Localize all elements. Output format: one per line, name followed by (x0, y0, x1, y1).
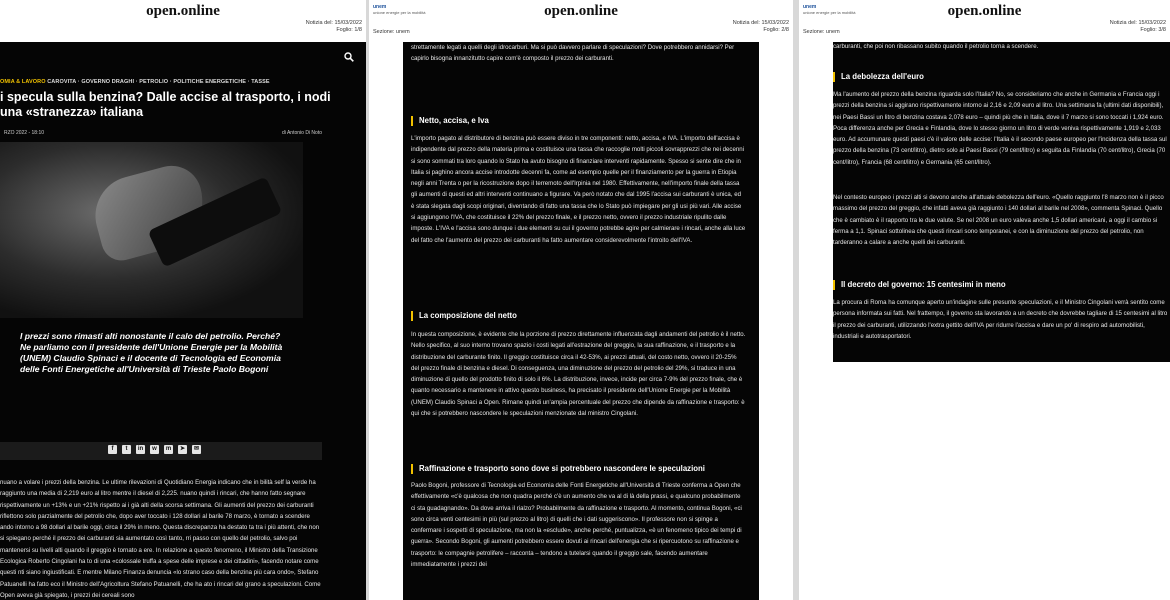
share-bar (0, 442, 322, 460)
article-author[interactable]: di Antonio Di Noto (281, 130, 322, 136)
paragraph-decreto: La procura di Roma ha comunque aperto un'indagine sulle presunte speculazioni, e il Ministro Cingolani verrà sentito come persona informata sui fatti. Nel frattempo, il governo sta lavorando a un decreto che dovrebbe tagliare di 15 centesimi al litro il prezzo dei carburanti, utilizzando l'extra gettito dell'IVA per ridurre l'accisa e dare un po' di respiro ad automobilisti, industriali e autotrasportatori. (833, 299, 1168, 340)
page-meta (306, 20, 362, 34)
page-header (799, 0, 1170, 40)
linkedin-icon[interactable]: in (137, 446, 144, 452)
category-tags-rest[interactable]: CAROVITA · GOVERNO DRAGHI · PETROLIO · POLITICHE ENERGETICHE · TASSE (45, 79, 270, 85)
paragraph-netto-accisa: L'importo pagato al distributore di benzina può essere diviso in tre componenti: netto, accisa, e IVA. L'importo dell'accisa è indipendente dal prezzo della materia prima e costituisce una tassa che raccoglie molti piccoli sovrapprezzi che nei decenni si sono sommati tra loro quando lo Stato ha avuto bisogno di finanziare interventi rapidamente. Spesso si sente dire che in Italia si paghino ancora accise introdotte decenni fa, come ad esempio quelle per il finanziamento per la guerra in Etiopia negli anni Trenta o per la ricostruzione dopo il terremoto dell'Irpinia nel 1980. Effettivamente, nell'importo finale della tassa gli aumenti di questi ed altri interventi continuano a figurare. Va però notato che dal 1995 l'accisa sui carburanti è unica, ed è stata slegata dagli scopi originari, diventando di fatto una tassa che lo Stato può impiegare per gli usi più vari. Alle accise si aggiungono l'IVA, che costituisce il 22% del prezzo finale, e il prezzo netto, ovvero il prezzo industriale ripulito dalle imposte. L'IVA e l'accisa sono dunque i due elementi su cui il governo potrebbe agire per calmierare i rincari, anche alla luce del fatto che l'aumento del prezzo dei carburanti ha fatto aumentare considerevolmente l'introito dell'IVA. (411, 135, 746, 244)
date-meta: Notizia del: 15/03/2022 (1109, 20, 1166, 26)
paragraph-composizione-netto: In questa composizione, è evidente che la porzione di prezzo direttamente influenzata dagli andamenti del petrolio è il netto. Nello specifico, al suo interno trovano spazio i costi legati all'estrazione del greggio, la sua raffinazione, e il trasporto e la distribuzione del carburante finito. Il greggio costituisce circa il 42-53%, ai prezzi attuali, del costo netto, ovvero il 20-25% del prezzo finale di benzina e diesel. Di conseguenza, una diminuzione del prezzo del petrolio del 29%, si traduce in una diminuzione di quello del prodotto finito di solo il 6%. La distribuzione, invece, incide per circa 7-9% del prezzo finale, che è quanto necessario a mantenere in attivo questo business, ha precisato il presidente dell'Unione Energie per la Mobilità (UNEM) Claudio Spinaci a Open. Rimane quindi un'ampia percentuale del prezzo che dipende da raffinazione e trasporto: è qui che si potrebbero nascondere le speculazioni menzionate dal ministro Cingolani. (411, 331, 746, 418)
category-main[interactable]: OMIA & LAVORO (0, 79, 46, 85)
masthead: open.online (544, 3, 618, 19)
page-2 (369, 0, 793, 600)
category-tags (0, 79, 270, 85)
folio: Foglio: 3/8 (1140, 27, 1166, 33)
page-meta (1110, 20, 1166, 34)
article-body-p1: nuano a volare i prezzi della benzina. Le ultime rilevazioni di Quotidiano Energia indicano che in bilità self la verde ha raggiunto una media di 2,219 euro al litro mentre il diesel di 2,225. nuano quindi i rincari, che hanno fatto segnare rispettivamente un +13% e un +21% rispetto ai i già alti della scorsa settimana. Gli aumenti del prezzo dei carburanti riflettono solo parzialmente del petrolio che, dopo aver toccato i 128 dollari al barile 78 marzo, è tornato a scendere ando intorno a 98 dollari al barile oggi, circa il 29% in meno. Questa discrepanza ha destato ta tra i più attenti, che non si spiegano perché il prezzo dei carburanti sia aumentato così tanto, rri passo con quello del petrolio, salvo poi mantenersi su livelli alti quando il greggio è tornato a ere. In relazione a questo fenomeno, il Ministro della Transizione Ecologica Roberto Cingolani ha to di una «colossale truffa a spese delle imprese e dei cittadini», facendo notare come questi nti siano ingiustificati. E mentre Milano Finanza denuncia «lo strano caso della benzina più cara ondo», Stefano Patuanelli ha fatto eco il Ministro dell'Agricoltura Stefano Patuanelli, che ha ato i rincari del grano a speculazioni. Come Open aveva già spiegato, i prezzi dei cereali sono (0, 479, 321, 599)
folio: Foglio: 2/8 (763, 27, 789, 33)
heading-debolezza-euro: La debolezza dell'euro (833, 72, 1170, 82)
date-meta: Notizia del: 15/03/2022 (305, 20, 362, 26)
paragraph-intro: carburanti, che poi non ribassano subito quando il petrolio torna a scendere. (833, 43, 1039, 50)
logo-subtitle: unione energie per la mobilità (373, 10, 426, 15)
article-title: i specula sulla benzina? Dalle accise al trasporto, i nodi una «stranezza» italiana (0, 90, 331, 119)
email-icon[interactable]: ✉ (193, 446, 200, 452)
masthead: open.online (146, 3, 220, 19)
heading-raffinazione: Raffinazione e trasporto sono dove si potrebbero nascondere le speculazioni (411, 464, 754, 474)
page-1 (0, 0, 366, 600)
heading-decreto: Il decreto del governo: 15 centesimi in meno (833, 280, 1170, 290)
masthead: open.online (947, 3, 1022, 19)
page-header (369, 0, 793, 40)
paragraph-contesto-europeo: Nel contesto europeo i prezzi alti si devono anche all'attuale debolezza dell'euro. «Quello raggiunto l'8 marzo non è il picco massimo del prezzo del greggio, che infatti aveva già raggiunto i 140 dollari al barile nel 2008», commenta Spinaci. Quello che è cambiato è il rapporto tra le due valute. Se nel 2008 un euro valeva anche 1,5 dollari americani, a oggi il cambio si ferma a 1,1. Spinaci sottolinea che questi rincari sono temporanei, e con la diminuzione del prezzo del petrolio, non tarderanno a calare a anche quelli dei carburanti. (833, 194, 1164, 247)
article-panel (833, 42, 1170, 362)
article-photo (0, 142, 303, 318)
whatsapp-icon[interactable]: w (150, 445, 159, 454)
page-header (0, 0, 366, 40)
article-panel (0, 42, 366, 600)
paragraph-intro: strettamente legati a quelli degli idrocarburi. Ma si può davvero parlare di speculazioni? Dove potrebbero annidarsi? Per capirlo bisogna innanzitutto capire com'è composto il prezzo dei carburanti. (411, 44, 735, 63)
date-meta: Notizia del: 15/03/2022 (732, 20, 789, 26)
logo-subtitle: unione energie per la mobilità (803, 10, 856, 15)
paragraph-debolezza-euro: Ma l'aumento del prezzo della benzina riguarda solo l'Italia? No, se consideriamo che anche in Germania e Francia oggi i prezzi della benzina si aggirano rispettivamente intorno ai 2,16 e 2,09 euro al litro. Una settimana fa (ultimi dati disponibili), nei Paesi Bassi un litro di benzina costava 2,078 euro – quindi più che in Italia, dove il 7 marzo si sono toccati i 1,924 euro. Poca differenza anche per Grecia e Finlandia, dove lo stesso giorno un litro di verde veniva rispettivamente 1,919 e 2,033 euro. Ad accumunare questi paesi c'è il valore delle accise: l'Italia è il secondo paese europeo per l'incidenza della tassa sul prezzo della benzina (73 cent/litro), dietro solo ai Paesi Bassi (79 cent/litro) e seguita da Finlandia (70 cent/litro), Grecia (70 cent/litro), Francia (68 cent/litro) e Germania (65 cent/litro). (833, 91, 1167, 166)
twitter-icon[interactable]: t (122, 445, 131, 454)
section-label: Sezione: unem (803, 29, 840, 35)
heading-composizione-netto: La composizione del netto (411, 311, 754, 321)
page-3 (799, 0, 1170, 600)
logo-text: unem (373, 4, 387, 10)
messenger-icon[interactable]: m (165, 446, 172, 452)
telegram-icon[interactable]: ➤ (179, 446, 186, 452)
section-label: Sezione: unem (373, 29, 410, 35)
logo-text: unem (803, 4, 817, 10)
folio: Foglio: 1/8 (336, 27, 362, 33)
heading-netto-accisa: Netto, accisa, e Iva (411, 116, 754, 126)
facebook-icon[interactable]: f (108, 445, 117, 454)
page-meta (733, 20, 789, 34)
search-icon[interactable] (344, 52, 354, 62)
article-lead: I prezzi sono rimasti alti nonostante il calo del petrolio. Perché? Ne parliamo con il presidente dell'Unione Energie per la Mobilità (UNEM) Claudio Spinaci e il docente di Tecnologia ed Economia delle Fonti Energetiche all'Università di Trieste Paolo Bogoni (20, 331, 283, 374)
paragraph-raffinazione: Paolo Bogoni, professore di Tecnologia ed Economia delle Fonti Energetiche all'Università di Trieste conferma a Open che effettivamente «c'è qualcosa che non quadra perché c'è un aumento che va al di là della prassi, e qualcuno probabilmente ci sta guadagnando». Da dove arriva il rialzo? Probabilmente da raffinazione e trasporto. Al momento, continua Bogoni, «ci sono circa venti centesimi in più (sul prezzo al litro) di quelli che i dati suggeriscono». Il professore non si spinge a confermare i sospetti di speculazione, ma non la «esclude», anche perché, puntualizza, «è un fenomeno tipico dei tempi di guerra». Secondo Bogoni, gli aumenti potrebbero essere dovuti ai rincari dell'energia che si ripercuotono su raffinazione e trasporto: le compagnie petrolifere – racconta – tendono a tutelarsi quando il greggio sale, facendo aumentare immediatamente i prezzi dei (411, 482, 742, 569)
article-date: RZO 2022 - 18:10 (4, 130, 45, 136)
